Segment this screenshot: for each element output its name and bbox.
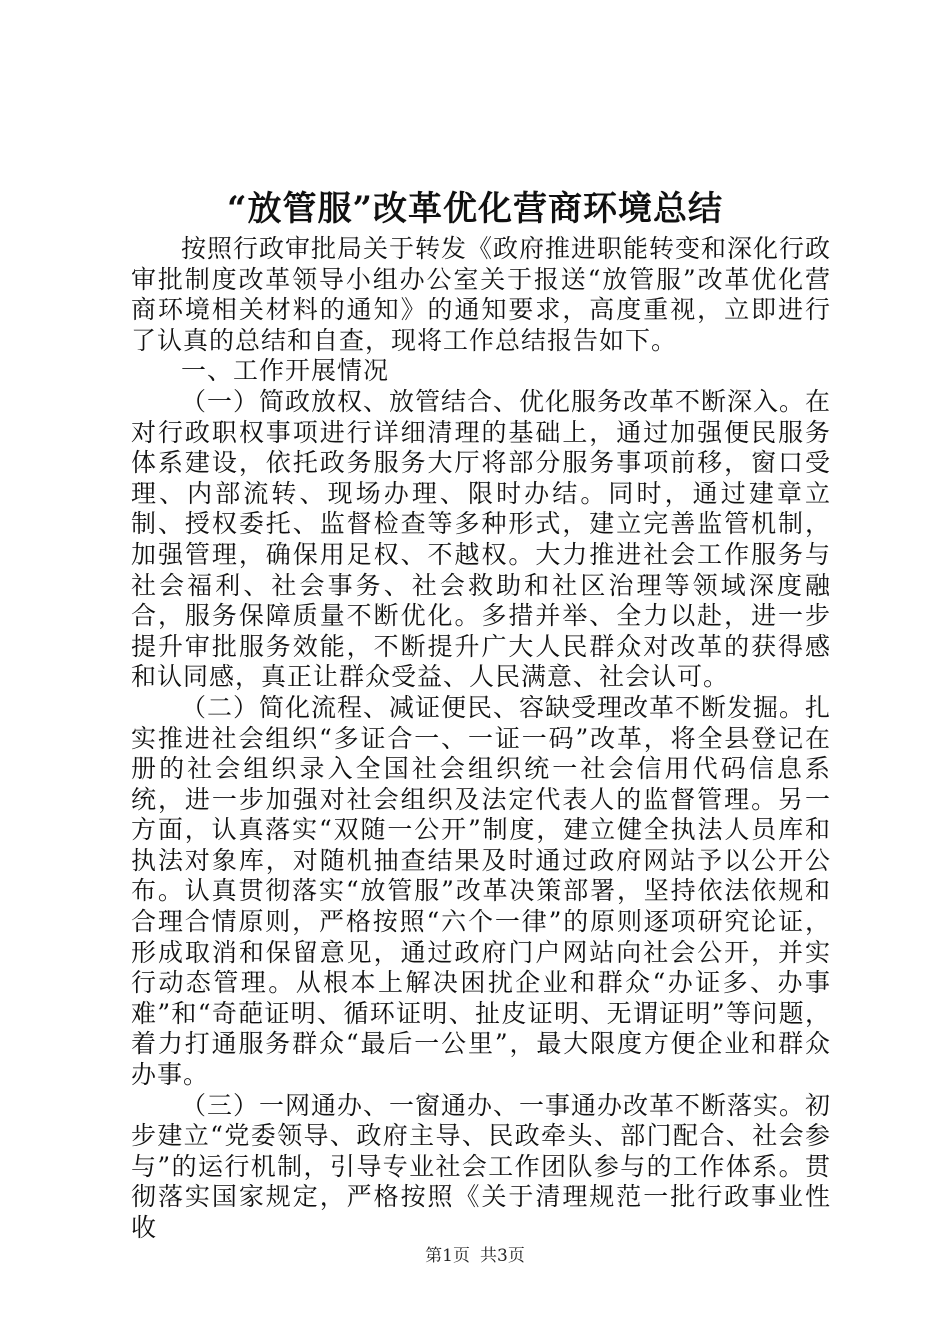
page-footer [0,1244,950,1268]
page-number-current: 第1页 [425,1246,470,1266]
document-body [131,234,831,1244]
section-heading: 一、工作开展情况 [181,356,390,386]
section-3-paragraph: （三）一网通办、一窗通办、一事通办改革不断落实。初步建立“党委领导、政府主导、民政牵头、部门配合、社会参与”的运行机制，引导专业社会工作团队参与的工作体系。贯彻落实国家规定，严格按照《关于清理规范一批行政事业性收 [131,1090,832,1242]
intro-paragraph: 按照行政审批局关于转发《政府推进职能转变和深化行政审批制度改革领导小组办公室关于报送“放管服”改革优化营商环境相关材料的通知》的通知要求，高度重视，立即进行了认真的总结和自查，现将工作总结报告如下。 [131,234,832,355]
document-title: “放管服”改革优化营商环境总结 [226,189,724,229]
section-2-paragraph: （二）简化流程、减证便民、容缺受理改革不断发掘。扎实推进社会组织“多证合一、一证一码”改革，将全县登记在册的社会组织录入全国社会组织统一社会信用代码信息系统，进一步加强对社会组织及法定代表人的监督管理。另一方面，认真落实“双随一公开”制度，建立健全执法人员库和执法对象库，对随机抽查结果及时通过政府网站予以公开公布。认真贯彻落实“放管服”改革决策部署，坚持依法依规和合理合情原则，严格按照“六个一律”的原则逐项研究论证，形成取消和保留意见，通过政府门户网站向社会公开，并实行动态管理。从根本上解决困扰企业和群众“办证多、办事难”和“奇葩证明、循环证明、扯皮证明、无谓证明”等问题，着力打通服务群众“最后一公里”，最大限度方便企业和群众办事。 [131,692,832,1090]
page-number-total: 共3页 [480,1246,525,1266]
section-1-paragraph: （一）简政放权、放管结合、优化服务改革不断深入。在对行政职权事项进行详细清理的基础上，通过加强便民服务体系建设，依托政务服务大厅将部分服务事项前移，窗口受理、内部流转、现场办理、限时办结。同时，通过建章立制、授权委托、监督检查等多种形式，建立完善监管机制，加强管理，确保用足权、不越权。大力推进社会工作服务与社会福利、社会事务、社会救助和社区治理等领域深度融合，服务保障质量不断优化。多措并举、全力以赴，进一步提升审批服务效能，不断提升广大人民群众对改革的获得感和认同感，真正让群众受益、人民满意、社会认可。 [131,386,832,692]
